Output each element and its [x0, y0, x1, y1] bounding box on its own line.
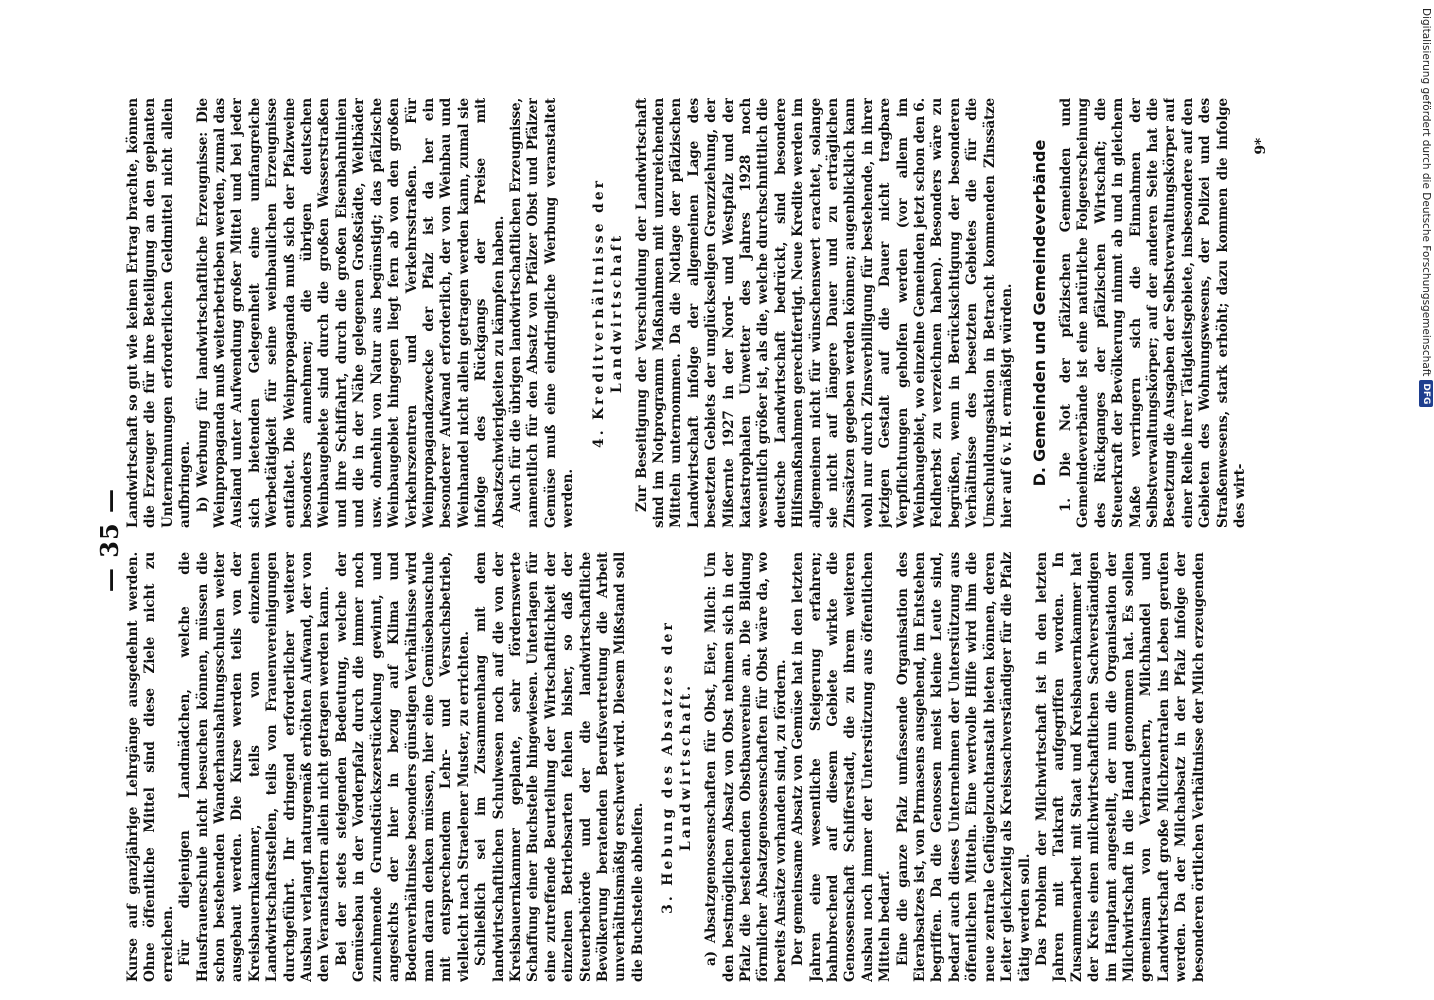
right-column — [125, 98, 1315, 528]
text-columns — [125, 98, 1315, 982]
credit-text: Digitalisierung gefördert durch die Deutsche Forschungsgemeinschaft — [1420, 8, 1432, 377]
paragraph: Landwirtschaft so gut wie keinen Ertrag brachte, können die Erzeuger die für ihre Beteiligung an den geplanten Unternehmungen erforderlichen Geldmittel nicht allein aufbringen. — [125, 98, 194, 528]
left-column — [125, 552, 1315, 982]
paragraph: b) Werbung für landwirtschaftliche Erzeugnisse: Die Weinpropaganda muß weiterbetrieben werden, zumal das Ausland unter Aufwendung großer Mittel und bei jeder sich bietenden Gelegenheit eine umfangreiche Werbetätigkeit für seine weinbaulichen Erzeugnisse entfaltet. Die Weinpropaganda muß sich der Pfalzweine besonders annehmen; die übrigen deutschen Weinbaugebiete sind durch die großen Wasserstraßen und ihre Schiffahrt, durch die großen Eisenbahnlinien und die in der Nähe gelegenen Großstädte, Weltbäder usw. ohnehin von Natur aus begünstigt; das pfälzische Weinbaugebiet hingegen liegt fern ab von den großen Verkehrszentren und Verkehrsstraßen. Für Weinpropagandazwecke der Pfalz ist da her ein besonderer Aufwand erforderlich, der von Weinbau und Weinhandel nicht allein getragen werden kann, zumal sie infolge des Rückgangs der Preise mit Absatzschwierigkeiten zu kämpfen haben. — [194, 98, 507, 528]
paragraph: Für diejenigen Landmädchen, welche die Hausfrauenschule nicht besuchen können, müssen die schon bestehenden Wanderhaushaltungsschulen weiter ausgebaut werden. Die Kurse werden teils von der Kreisbauernkammer, teils von einzelnen Landwirtschaftsstellen, teils von Frauenvereinigungen durchgeführt. Ihr dringend erforderlicher weiterer Ausbau verlangt naturgemäß erhöhten Aufwand, der von den Veranstaltern allein nicht getragen werden kann. — [177, 552, 333, 982]
page-number: — 35 — — [95, 487, 124, 593]
paragraph: Schließlich sei im Zusammenhang mit dem landwirtschaftlichen Schulwesen noch auf die von der Kreisbauernkammer geplante, sehr fördernswerte Schaffung einer Buchstelle hingewiesen. Unterlagen für eine zutreffende Beurteilung der Wirtschaftlichkeit der einzelnen Betriebsarten fehlen bisher, so daß der Steuerbehörde und der die landwirtschaftliche Bevölkerung beratenden Berufsvertretung die Arbeit unverhältnismäßig erschwert wird. Diesem Mißstand soll die Buchstelle abhelfen. — [473, 552, 646, 982]
rotated-page-content — [95, 80, 1325, 1000]
paragraph: Bei der stets steigenden Bedeutung, welche der Gemüsebau in der Vorderpfalz durch die immer noch zunehmende Grundstückszerstückelung gewinnt, und angesichts der hier in bezug auf Klima und Bodenverhältnisse besonders günstigen Verhältnisse wird man daran denken müssen, hier eine Gemüsebauschule mit entsprechendem Lehr- und Versuchsbetrieb, vielleicht nach Straelener Muster, zu errichten. — [333, 552, 472, 982]
section-heading: 3. Hebung des Absatzes der Landwirtschaft. — [660, 620, 695, 914]
paragraph: Zur Beseitigung der Verschuldung der Landwirtschaft sind im Notprogramm Maßnahmen mit unzureichenden Mitteln unternommen. Da die Notlage der pfälzischen Landwirtschaft infolge der allgemeinen Lage des besetzten Gebiets der unglückseligen Grenzziehung, der Mißernte 1927 in der Nord- und Westpfalz und der katastrophalen Unwetter des Jahres 1928 noch wesentlich größer ist, als die, welche durchschnittlich die deutsche Landwirtschaft bedrückt, sind besondere Hilfsmaßnahmen gerechtfertigt. Neue Kredite werden im allgemeinen nicht für wünschenswert erachtet, solange sie nicht auf längere Dauer und zu erträglichen Zinssätzen gegeben werden können; augenblicklich kann wohl nur durch Zinsverbilligung für bestehende, in ihrer jetzigen Gestalt auf die Dauer nicht tragbare Verpflichtungen geholfen werden (vor allem im Weinbaugebiet, wo einzelne Gemeinden jetzt schon den 6. Feldherbst zu verzeichnen haben). Besonders wäre zu begrüßen, wenn in Berücksichtigung der besonderen Verhältnisse des besetzten Gebietes die für die Umschuldungsaktion in Betracht kommenden Zinssätze hier auf 6 v. H. ermäßigt würden. — [633, 98, 1016, 528]
dfg-logo: DFG — [1419, 380, 1433, 407]
credit-line — [1418, 8, 1434, 992]
digitization-credit — [1418, 8, 1434, 992]
chapter-heading: D. Gemeinden und Gemeindeverbände — [1029, 139, 1049, 487]
paragraph: a) Absatzgenossenschaften für Obst, Eier, Milch: Um den bestmöglichen Absatz von Obst nehmen sich in der Pfalz die bestehenden Obstbauvereine an. Die Bildung förmlicher Absatzgenossenschaften für Obst wäre da, wo bereits Ansätze vorhanden sind, zu fördern. — [703, 552, 789, 982]
section-heading: 4. Kreditverhältnisse der Landwirtschaft — [590, 177, 625, 449]
paragraph: Auch für die übrigen landwirtschaftlichen Erzeugnisse, namentlich für den Absatz von Pfälzer Obst und Pfälzer Gemüse muß eine eindringliche Werbung veranstaltet werden. — [507, 98, 577, 528]
paragraph: Der gemeinsame Absatz von Gemüse hat in den letzten Jahren eine wesentliche Steigerung erfahren; bahnbrechend auf diesem Gebiete wirkte die Genossenschaft Schifferstadt, die zu ihrem weiteren Ausbau noch immer der Unterstützung aus öffentlichen Mitteln bedarf. — [790, 552, 894, 982]
signature-mark: 9* — [1253, 138, 1270, 155]
paragraph: 1. Die Not der pfälzischen Gemeinden und Gemeindeverbände ist eine natürliche Folgeerscheinung des Rückganges der pfälzischen Wirtschaft; die Steuerkraft der Bevölkerung nimmt ab und in gleichem Maße verringern sich die Einnahmen der Selbstverwaltungskörper; auf der anderen Seite hat die Besetzung die Ausgaben der Selbstverwaltungskörper auf einer Reihe ihrer Tätigkeitsgebiete, insbesondere auf den Gebieten des Wohnungswesens, der Polizei und des Straßenwesens, stark erhöht; dazu kommen die infolge des wirt- — [1057, 98, 1248, 528]
paragraph: Das Problem der Milchwirtschaft ist in den letzten Jahren mit Tatkraft aufgegriffen worden. In Zusammenarbeit mit Staat und Kreisbauernkammer hat der Kreis einen milchwirtschaftlichen Sachverständigen im Hauptamt angestellt, der nun die Organisation der Milchwirtschaft in die Hand genommen hat. Es sollen gemeinsam von Verbrauchern, Milchhandel und Landwirtschaft große Milchzentralen ins Leben gerufen werden. Da der Milchabsatz in der Pfalz infolge der besonderen örtlichen Verhältnisse der Milch erzeugenden — [1033, 552, 1207, 982]
paragraph: Eine die ganze Pfalz umfassende Organisation des Eierabsatzes ist, von Pirmasens ausgehend, im Entstehen begriffen. Da die Genossen meist kleine Leute sind, bedarf auch dieses Unternehmen der Unterstützung aus öffentlichen Mitteln. Eine wertvolle Hilfe wird ihm die neue zentrale Geflügelzuchtanstalt bieten können, deren Leiter gleichzeitig als Kreissachverständiger für die Pfalz tätig werden soll. — [894, 552, 1033, 982]
paragraph: Kurse auf ganzjährige Lehrgänge ausgedehnt werden. Ohne öffentliche Mittel sind diese Ziele nicht zu erreichen. — [125, 552, 176, 982]
